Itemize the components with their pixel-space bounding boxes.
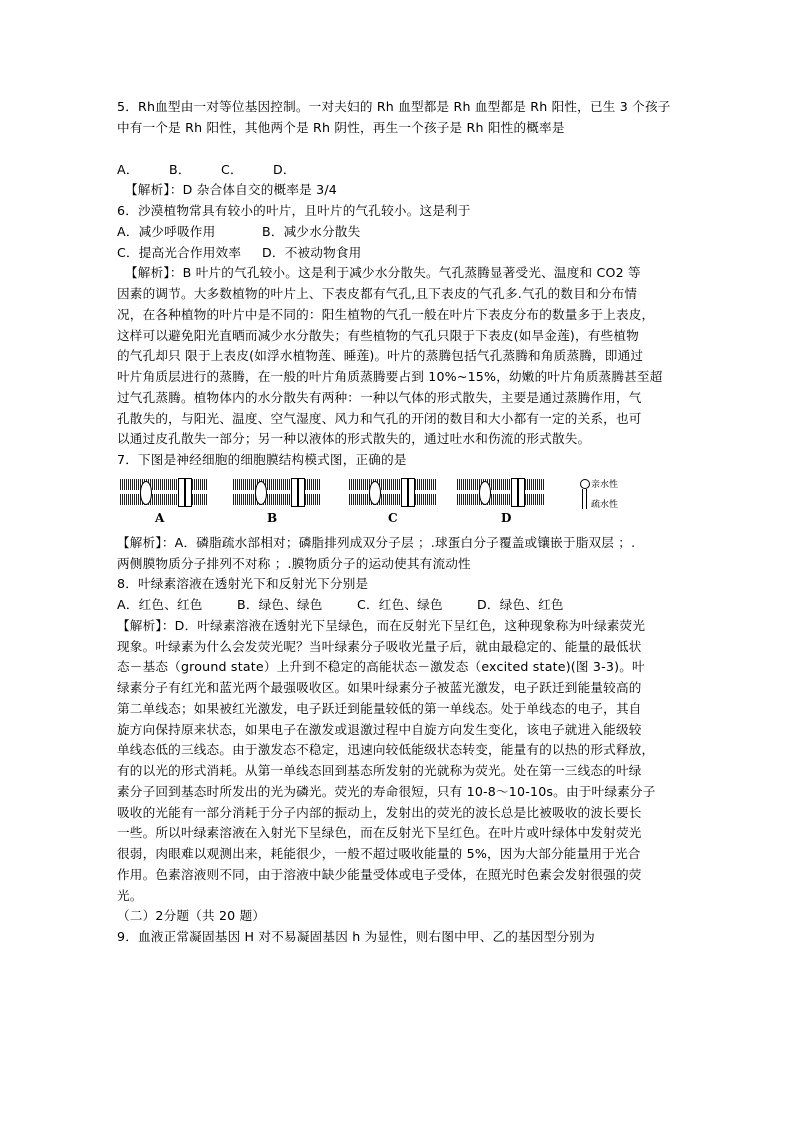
q7-analysis-line: 两侧膜物质分子排列不对称 ；.膜物质分子的运动使其有流动性 [117, 555, 471, 571]
q5-analysis: 【解析】：D 杂合体自交的概率是 3/4 [125, 182, 337, 198]
q8-analysis-line: 态－基态（ground state）上升到不稳定的高能状态－激发态（excited state)(图 3-3)。叶 [117, 659, 645, 675]
q6-option-c: C．提高光合作用效率 [117, 244, 242, 260]
figure-label-c: C [388, 510, 398, 525]
q6-analysis-line: 孔散失的，与阳光、温度、空气湿度、风力和气孔的开闭的数目和大小都有一定的关系，也可 [117, 410, 642, 426]
q6-analysis-line: 这样可以避免阳光直晒而减少水分散失；有些植物的气孔只限于下表皮(如旱金莲)，有些植物 [117, 327, 639, 343]
membrane-diagram-d [457, 479, 545, 505]
q5-option-a: A． [117, 161, 139, 177]
legend-hydrophilic: 亲水性 [591, 479, 619, 490]
membrane-figure [117, 471, 687, 533]
hydrophobic-tail-icon [582, 489, 587, 509]
q8-analysis-line: 吸收的光能有一部分消耗于分子内部的振动上，发射出的荧光的波长总是比被吸收的波长要长 [117, 804, 642, 820]
question-6 [117, 201, 687, 450]
legend-hydrophobic: 疏水性 [591, 499, 619, 510]
q5-stem-line: 中有一个是 Rh 阳性，其他两个是 Rh 阴性，再生一个孩子是 Rh 阳性的概率是 [117, 119, 565, 135]
q8-analysis-line: 【解析】：D．叶绿素溶液在透射光下呈绿色，而在反射光下呈红色，这种现象称为叶绿素荧光 [117, 617, 646, 633]
q5-option-b: B． [169, 161, 191, 177]
membrane-diagram-a [120, 479, 208, 505]
q6-option-d: D．不被动物食用 [262, 244, 362, 260]
document-page [117, 97, 687, 948]
figure-label-a: A [155, 510, 165, 525]
q5-stem-line: 5．Rh血型由一对等位基因控制。一对夫妇的 Rh 血型都是 Rh 血型都是 Rh 阳性，已生 3 个孩子 [117, 99, 671, 114]
q6-stem: 6．沙漠植物常具有较小的叶片，且叶片的气孔较小。这是利于 [117, 203, 471, 218]
q9-stem: 9．血液正常凝固基因 H 对不易凝固基因 h 为显性，则右图中甲、乙的基因型分别为 [117, 929, 595, 944]
q8-option-a: A．红色、红色 [117, 597, 203, 612]
q8-analysis-line: 作用。色素溶液则不同，由于溶液中缺少能量受体或电子受体，在照光时色素会发射很强的荧 [117, 866, 642, 882]
q6-analysis-line: 【解析】：B 叶片的气孔较小。这是利于减少水分散失。气孔蒸腾显著受光、温度和 CO2 等 [125, 265, 641, 281]
q6-option-a: A．减少呼吸作用 [117, 223, 216, 239]
q8-analysis-line: 绿素分子有红光和蓝光两个最强吸收区。如果叶绿素分子被蓝光激发，电子跃迁到能量较高的 [117, 680, 642, 695]
q5-option-d: D． [273, 161, 296, 177]
question-5 [117, 97, 687, 201]
q8-analysis-line: 素分子回到基态时所发出的光为磷光。荧光的寿命很短，只有 10-8～10-10s。由于叶绿素分子 [117, 783, 656, 799]
q6-analysis-line: 的气孔却只 限于上表皮(如浮水植物莲、睡莲)。叶片的蒸腾包括气孔蒸腾和角质蒸腾，即通过 [117, 348, 644, 364]
membrane-diagram-c [349, 479, 437, 505]
figure-label-b: B [267, 510, 278, 525]
q8-analysis-line: 现象。叶绿素为什么会发荧光呢？当叶绿素分子吸收光量子后，就由最稳定的、能量的最低状 [117, 638, 642, 654]
q7-analysis-line: 【解析】：A．磷脂疏水部相对；磷脂排列成双分子层 ；.球蛋白分子覆盖或镶嵌于脂双层 ；. [117, 534, 636, 550]
q8-analysis-line: 单线态低的三线态。由于激发态不稳定，迅速向较低能级状态转变，能量有的以热的形式释放， [117, 742, 655, 758]
q6-analysis-line: 叶片角质层进行的蒸腾，在一般的叶片角质蒸腾要占到 10%~15%，幼嫩的叶片角质蒸腾甚至超 [117, 369, 663, 384]
q6-analysis-line: 过气孔蒸腾。植物体内的水分散失有两种：一种以气体的形式散失，主要是通过蒸腾作用，气 [117, 389, 642, 405]
phospholipid-legend [580, 477, 660, 517]
question-7 [117, 450, 687, 574]
q6-analysis-line: 以通过皮孔散失一部分；另一种以液体的形式散失的，通过吐水和伤流的形式散失。 [117, 431, 591, 447]
q5-option-c: C． [221, 161, 243, 177]
figure-label-d: D [501, 510, 512, 525]
q8-analysis-line: 一些。所以叶绿素溶液在入射光下呈绿色，而在反射光下呈红色。在叶片或叶绿体中发射荧光 [117, 825, 642, 841]
q8-analysis-line: 有的以光的形式消耗。从第一单线态回到基态所发射的光就称为荧光。处在第一三线态的叶绿 [117, 763, 642, 778]
q6-option-b: B．减少水分散失 [262, 223, 361, 239]
q8-stem: 8．叶绿素溶液在透射光下和反射光下分别是 [117, 576, 369, 592]
q6-analysis-line: 况，在各种植物的叶片中是不同的：阳生植物的气孔一般在叶片下表皮分布的数量多于上表皮， [117, 306, 655, 322]
section-heading: （二）2分题（共 20 题） [117, 908, 266, 924]
q6-analysis-line: 因素的调节。大多数植物的叶片上、下表皮都有气孔,且下表皮的气孔多.气孔的数目和分布情 [117, 286, 638, 301]
q8-analysis-line: 很弱，肉眼难以观测出来，耗能很少，一般不超过吸收能量的 5%，因为大部分能量用于光合 [117, 846, 641, 861]
q8-option-c: C．红色、绿色 [357, 597, 443, 612]
hydrophilic-head-icon [580, 479, 590, 489]
question-8 [117, 574, 687, 906]
q7-stem: 7．下图是神经细胞的细胞膜结构模式图，正确的是 [117, 452, 407, 467]
q8-option-b: B．绿色、绿色 [237, 597, 323, 612]
q5-options [117, 160, 687, 181]
membrane-diagram-b [233, 479, 321, 505]
q8-analysis-line: 旋方向保持原来状态，如果电子在激发或退激过程中自旋方向发生变化，该电子就进入能级较 [117, 721, 642, 737]
q8-option-d: D．绿色、红色 [477, 597, 564, 612]
q8-analysis-line: 第二单线态；如果被红光激发，电子跃迁到能量较低的第一单线态。处于单线态的电子，其自 [117, 700, 642, 716]
q8-analysis-line: 光。 [117, 887, 143, 903]
